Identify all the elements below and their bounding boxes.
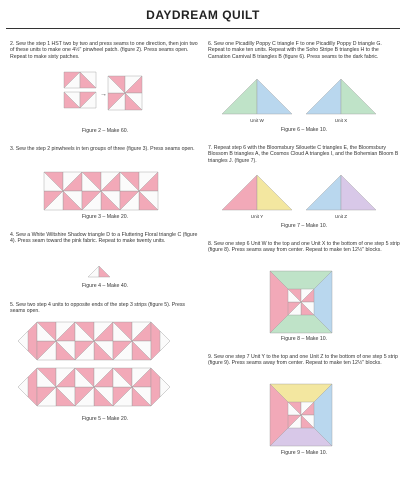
step-7-text: 7. Repeat step 6 with the Bloomsbury Silouette C triangles E, the Bloomsbury Blossom B triangles A, the Cosmos Cloud A triangles I, and the Bohemian Bloom B triangles J. (figure 7). <box>208 145 399 164</box>
step-5-text: 5. Sew two step 4 units to opposite ends of the step 3 strips (figure 5). Press seams open. <box>10 302 186 315</box>
page-title: DAYDREAM QUILT <box>146 8 260 22</box>
step-4-text: 4. Sew a White Wiltshire Shadow triangle D to a Fluttering Floral triangle C (figure 4). Press seam toward the pink fabric. Repeat to make twenty units. <box>10 232 198 245</box>
figure-2-caption: Figure 2 – Make 60. <box>81 128 129 134</box>
figure-6-unit-w <box>222 78 292 116</box>
unit-triangle-left <box>306 79 341 114</box>
figure-3-pinwheel-strip <box>44 172 166 210</box>
figure-4-caption: Figure 4 – Make 40. <box>81 283 129 289</box>
end-triangle <box>18 331 28 351</box>
figure-8-caption: Figure 8 – Make 10. <box>280 336 328 342</box>
figure-6-caption: Figure 6 – Make 10. <box>280 127 328 133</box>
step-2-text: 2. Sew the step 1 HST two by two and press seams to one direction, then join two of these units to make one 4½" pinwheel patch. (figure 2). Press seams open. Repeat to make sixty patches. <box>10 41 198 60</box>
unit-triangle-left <box>306 175 341 210</box>
figure-9-caption: Figure 9 – Make 10. <box>280 450 328 456</box>
triangle-c <box>99 266 110 277</box>
figure-6-unit-x <box>306 78 376 116</box>
unit-w-label: Unit W <box>250 118 264 123</box>
unit-triangle-left <box>222 79 257 114</box>
step-6-text: 6. Sew one Picadilly Poppy C triangle F to one Picadilly Poppy D triangle G. Repeat to make ten units. Repeat with the Soho Stripe B triangles H to the Carnation Carnival B triangles B (figure 6). Press seams to the dark fabric. <box>208 41 382 60</box>
figure-7-unit-y <box>222 174 292 212</box>
figure-4-triangle-unit <box>88 263 110 279</box>
figure-5-caption: Figure 5 – Make 20. <box>81 416 129 422</box>
unit-triangle-left <box>222 175 257 210</box>
end-triangle <box>160 377 170 397</box>
figure-5-strip-bottom <box>18 368 186 408</box>
figure-7-unit-z <box>306 174 376 212</box>
figure-3-caption: Figure 3 – Make 20. <box>81 214 129 220</box>
unit-triangle-right <box>257 175 292 210</box>
figure-2-pinwheels <box>64 72 144 122</box>
title-divider <box>6 28 400 29</box>
figure-5-strip-top <box>18 322 186 362</box>
figure-9-block <box>270 384 332 446</box>
step-9-text: 9. Sew one step 7 Unit Y to the top and one Unit Z to the bottom of one step 5 strip (figure 9). Press seams away from center. Repeat to make ten 12½" blocks. <box>208 354 398 367</box>
figure-7-caption: Figure 7 – Make 10. <box>280 223 328 229</box>
unit-triangle-right <box>341 175 376 210</box>
unit-y-label: Unit Y <box>250 214 264 219</box>
figure-8-block <box>270 271 332 333</box>
unit-triangle-right <box>341 79 376 114</box>
end-triangle <box>160 331 170 351</box>
arrow-icon: → <box>100 91 107 98</box>
unit-z-label: Unit Z <box>334 214 348 219</box>
unit-triangle-right <box>257 79 292 114</box>
triangle-d <box>88 266 99 277</box>
step-8-text: 8. Sew one step 6 Unit W to the top and one Unit X to the bottom of one step 5 strip (figure 8). Press seams away from center. Repeat to make ten 12½" blocks. <box>208 241 400 254</box>
end-triangle <box>18 377 28 397</box>
unit-x-label: Unit X <box>334 118 348 123</box>
step-3-text: 3. Sew the step 2 pinwheels in ten groups of three (figure 3). Press seams open. <box>10 146 195 152</box>
